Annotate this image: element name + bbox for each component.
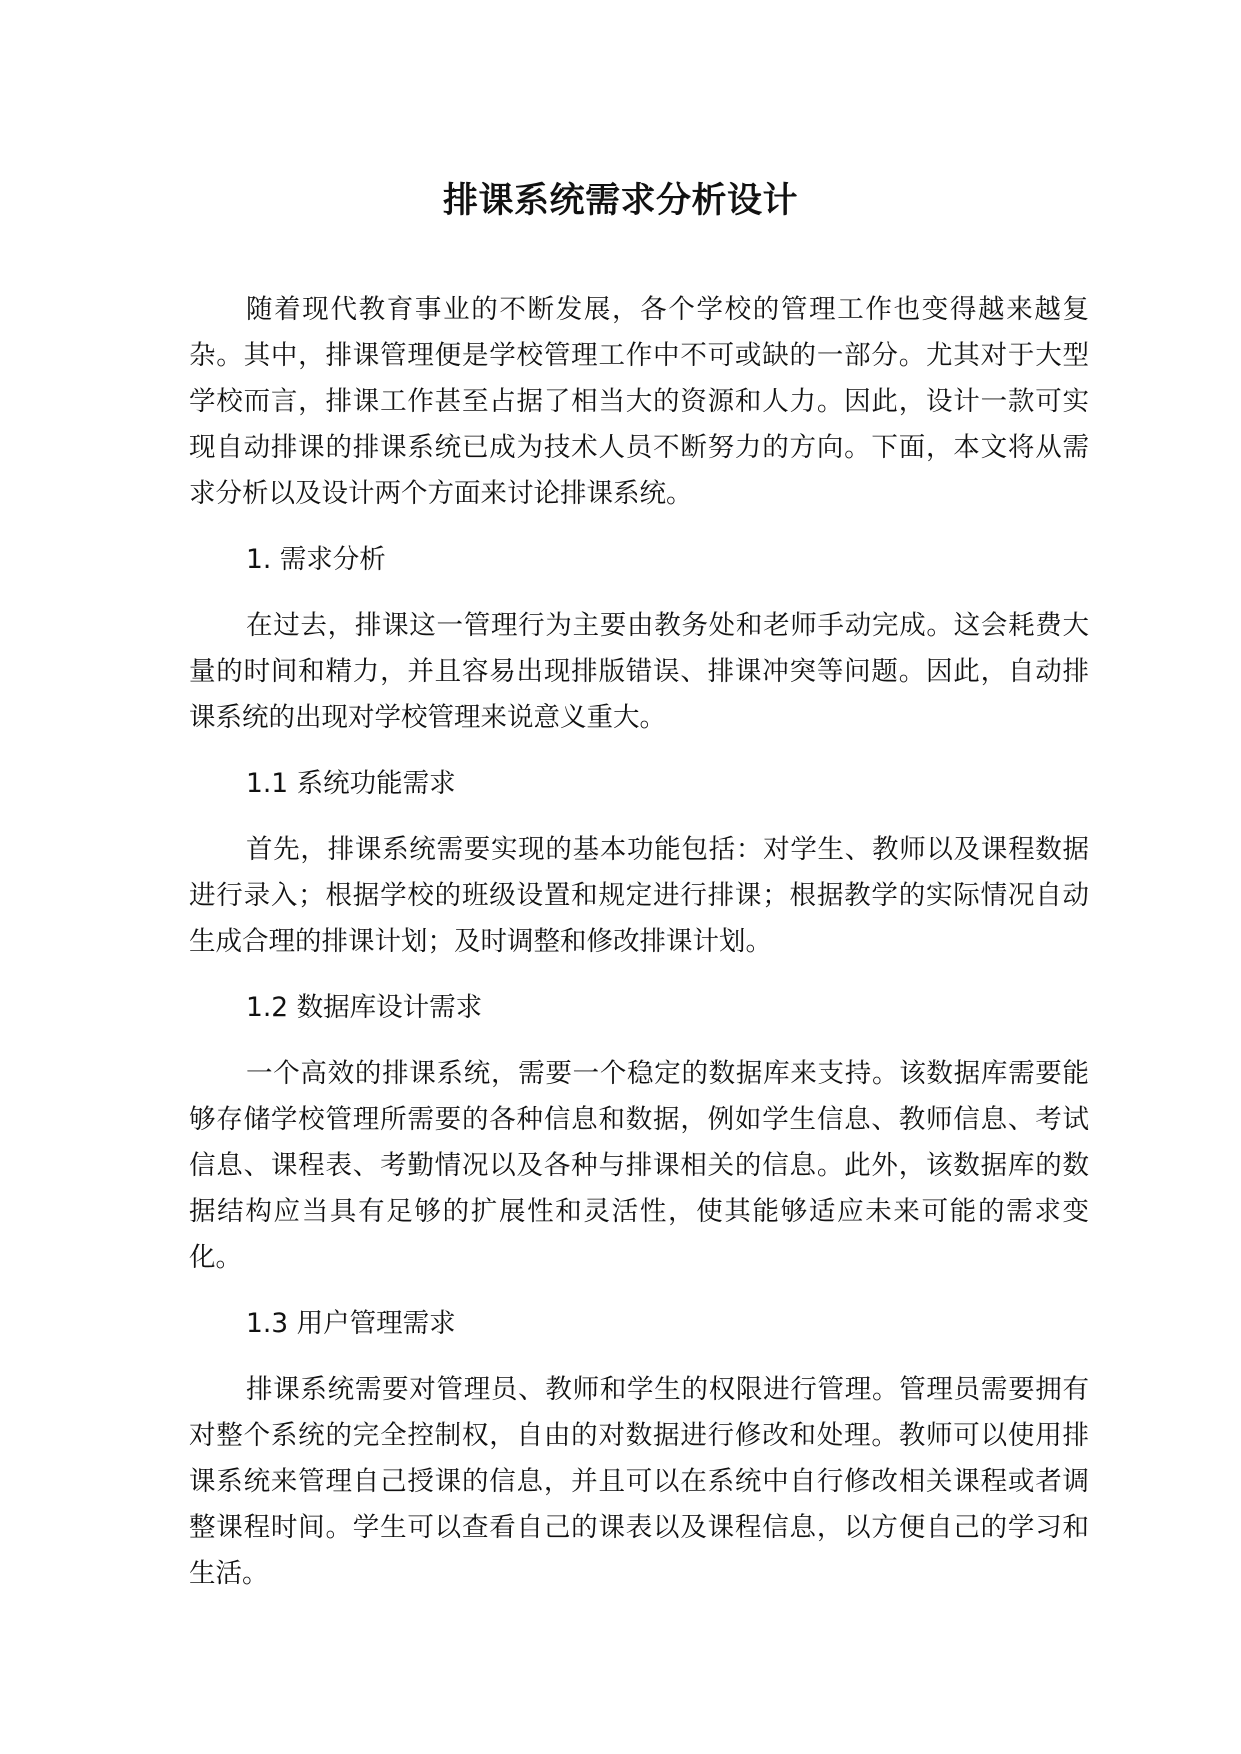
section-heading-1-3: 1.3 用户管理需求 <box>246 1308 456 1339</box>
section-heading-1: 1. 需求分析 <box>246 544 386 575</box>
section-paragraph-1-2: 一个高效的排课系统，需要一个稳定的数据库来支持。该数据库需要能够存储学校管理所需要的各种信息和数据，例如学生信息、教师信息、考试信息、课程表、考勤情况以及各种与排课相关的信息。此外，该数据库的数据结构应当具有足够的扩展性和灵活性，使其能够适应未来可能的需求变化。 <box>189 1058 1089 1273</box>
section-paragraph-1-1: 首先，排课系统需要实现的基本功能包括：对学生、教师以及课程数据进行录入；根据学校的班级设置和规定进行排课；根据教学的实际情况自动生成合理的排课计划；及时调整和修改排课计划。 <box>189 834 1089 957</box>
section-heading-1-2: 1.2 数据库设计需求 <box>246 992 483 1023</box>
intro-paragraph: 随着现代教育事业的不断发展，各个学校的管理工作也变得越来越复杂。其中，排课管理便是学校管理工作中不可或缺的一部分。尤其对于大型学校而言，排课工作甚至占据了相当大的资源和人力。因此，设计一款可实现自动排课的排课系统已成为技术人员不断努力的方向。下面，本文将从需求分析以及设计两个方面来讨论排课系统。 <box>189 294 1089 509</box>
document-body <box>189 287 1089 1617</box>
document-title: 排课系统需求分析设计 <box>442 181 798 221</box>
section-paragraph-1: 在过去，排课这一管理行为主要由教务处和老师手动完成。这会耗费大量的时间和精力，并且容易出现排版错误、排课冲突等问题。因此，自动排课系统的出现对学校管理来说意义重大。 <box>189 610 1089 733</box>
section-paragraph-1-3: 排课系统需要对管理员、教师和学生的权限进行管理。管理员需要拥有对整个系统的完全控制权，自由的对数据进行修改和处理。教师可以使用排课系统来管理自己授课的信息，并且可以在系统中自行修改相关课程或者调整课程时间。学生可以查看自己的课表以及课程信息，以方便自己的学习和生活。 <box>189 1374 1089 1589</box>
section-heading-1-1: 1.1 系统功能需求 <box>246 768 456 799</box>
